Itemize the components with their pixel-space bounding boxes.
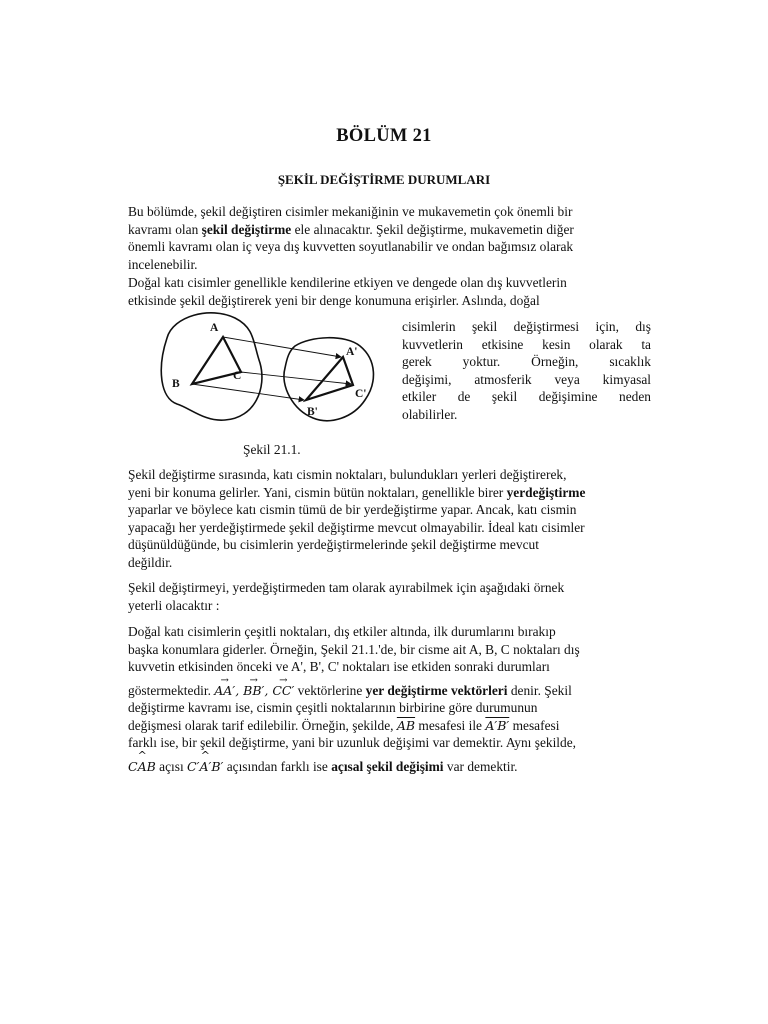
text-run: göstermektedir. [128, 682, 215, 698]
label-c-prime: C' [355, 388, 367, 400]
label-a-prime: A' [346, 346, 358, 358]
text-line: değildir. [128, 554, 173, 570]
text-line: başka konumlara giderler. Örneğin, Şekil 21.1.'de, bir cisme ait A, B, C noktaları dış [128, 641, 580, 657]
paragraph-5 [128, 623, 651, 775]
angle-letter: B′ [211, 758, 224, 774]
text-line: yeterli olacaktır : [128, 597, 220, 613]
bold-term: yer değiştirme vektörleri [365, 682, 508, 698]
triangle-abc-prime [306, 357, 353, 400]
section-title: ŞEKİL DEĞİŞTİRME DURUMLARI [277, 172, 491, 187]
text-line: değişimi, atmosferik veya kimyasal [402, 371, 651, 387]
text-line: Doğal katı cisimler genellikle kendilerine etkiyen ve dengede olan dış kuvvetlerin [128, 275, 567, 290]
bold-term: açısal şekil değişimi [331, 758, 444, 774]
text-run: kavramı olan [128, 221, 202, 237]
text-line: olabilirler. [402, 406, 458, 422]
paragraph-2 [128, 274, 651, 309]
intro-paragraph [128, 203, 651, 273]
text-line: Şekil değiştirmeyi, yerdeğiştirmeden tam olarak ayırabilmek için aşağıdaki örnek [128, 580, 565, 595]
text-line: değiştirme kavramı ise, cismin çeşitli noktalarının birbirine göre durumunun [128, 700, 538, 715]
separator: , [264, 682, 273, 698]
text-run: açısından farklı ise [223, 758, 332, 774]
bold-term: yerdeğiştirme [506, 484, 586, 500]
vector-cc: → CC′ [272, 682, 294, 700]
deformation-figure [155, 308, 385, 430]
angle-cab [128, 759, 156, 774]
separator: , [235, 682, 244, 698]
label-c: C [233, 370, 242, 382]
paragraph-3 [128, 466, 651, 571]
text-line [128, 221, 651, 239]
angle-letter: B [146, 758, 156, 774]
angle-cab-prime [187, 759, 223, 774]
text-line [128, 758, 651, 776]
text-line [128, 717, 651, 735]
label-a: A [210, 322, 219, 334]
text-run: var demektir. [443, 758, 518, 774]
angle-letter: C [128, 758, 138, 774]
text-run: mesafesi [509, 717, 560, 733]
text-line: Şekil değiştirme sırasında, katı cismin noktaları, bulundukları yerleri değiştirerek, [128, 467, 567, 482]
displacement-aa [223, 337, 341, 357]
text-run: açısı [155, 758, 188, 774]
body-outline-after [284, 338, 374, 421]
text-line: kuvvetlerin etkisine kesin olarak ta [402, 336, 651, 352]
text-line: gerek yoktur. Örneğin, sıcaklık [402, 354, 651, 369]
text-line: düşünüldüğünde, bu cisimlerin yerdeğiştirmelerinde şekil değiştirme mevcut [128, 537, 539, 552]
text-line: incelenebilir. [128, 256, 198, 272]
label-b: B [172, 378, 180, 390]
text-line: farklı ise, bir şekil değiştirme, yani bir uzunluk değişimi var demektir. Aynı şekilde, [128, 735, 577, 750]
text-run: ele alınacaktır. Şekil değiştirme, mukavemetin diğer [291, 221, 574, 237]
text-run: vektörlerine [294, 682, 366, 698]
text-line [128, 484, 651, 502]
text-line: etkisinde şekil değiştirerek yeni bir denge konumuna erişirler. Aslında, doğal [128, 292, 540, 308]
text-run: mesafesi ile [415, 717, 486, 733]
segment-ab-prime: A′B′ [485, 717, 510, 733]
text-run: denir. Şekil [507, 682, 572, 698]
displacement-cc [241, 372, 351, 384]
angle-vertex: ^ A [138, 758, 147, 776]
figure-side-text [402, 318, 651, 423]
label-b-prime: B' [307, 406, 318, 418]
figure-caption: Şekil 21.1. [243, 442, 301, 457]
paragraph-4 [128, 579, 651, 614]
text-line: cisimlerin şekil değiştirmesi için, dış [402, 319, 651, 334]
figure-drawing [155, 308, 385, 430]
text-line: yapacağı her yerdeğiştirmede şekil değiştirme mevcut olmayabilir. İdeal katı cisimler [128, 519, 585, 535]
angle-vertex: ^ A′ [199, 758, 211, 776]
vector-aa: → AA′ [214, 682, 235, 700]
text-line: Bu bölümde, şekil değiştiren cisimler mekaniğinin ve mukavemetin çok önemli bir [128, 204, 573, 219]
text-run: değişmesi olarak tarif edilebilir. Örneğin, şekilde, [128, 717, 397, 733]
chapter-title: BÖLÜM 21 [336, 126, 432, 146]
text-line: etkiler de şekil değişimine neden [402, 389, 651, 404]
segment-ab: $\overline{AB}$ [396, 717, 416, 733]
text-line: kuvvetin etkisinden önceki ve A', B', C' noktaları ise etkiden sonraki durumları [128, 659, 550, 674]
text-line [128, 682, 651, 700]
bold-term: şekil değiştirme [201, 221, 292, 237]
vector-bb: → BB′ [243, 682, 264, 700]
angle-letter: C′ [187, 758, 200, 774]
text-line: yaparlar ve böylece katı cismin tümü de bir yerdeğiştirme yapar. Ancak, katı cismin [128, 502, 577, 517]
text-line: önemli kavramı olan iç veya dış kuvvetten soyutlanabilir ve ondan bağımsız olarak [128, 239, 574, 254]
text-line: Doğal katı cisimlerin çeşitli noktaları, dış etkiler altında, ilk durumlarını bırakıp [128, 624, 556, 639]
text-run: yeni bir konuma gelirler. Yani, cismin bütün noktaları, genellikle birer [128, 484, 507, 500]
